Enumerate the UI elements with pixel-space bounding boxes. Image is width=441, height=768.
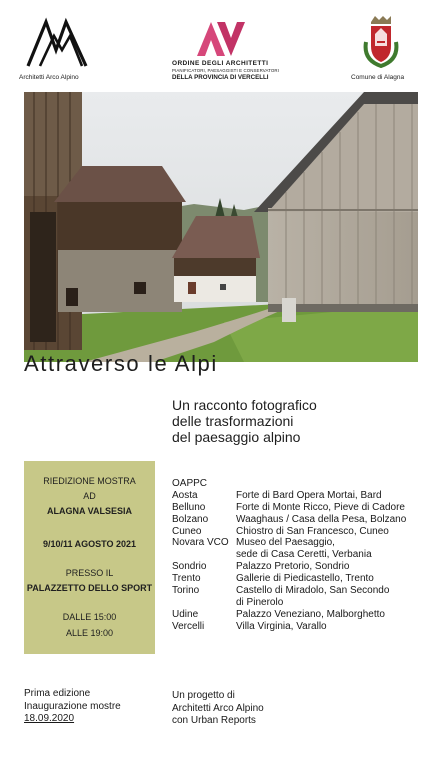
arco-alpino-logo [26,16,90,72]
comune-caption: Comune di Alagna [351,74,405,81]
page-title: Attraverso le Alpi [24,351,218,376]
venue-place: Chiostro di San Francesco, Cuneo [236,525,389,537]
venue-city: Vercelli [172,620,205,632]
list-item [172,620,327,633]
arco-alpino-caption: Architetti Arco Alpino [19,74,79,81]
venue-city: Cuneo [172,525,202,537]
list-item [172,489,382,502]
venue-city: Aosta [172,489,198,501]
subtitle-line: delle trasformazioni [172,413,294,429]
event-location: ALAGNA VALSESIA [46,506,132,516]
event-time-from: DALLE 15:00 [62,612,117,622]
ordine-text-line1: ORDINE DEGLI ARCHITETTI [172,60,269,67]
list-item [172,585,390,597]
list-item [172,561,350,573]
subtitle-line: Un racconto fotografico [172,397,317,413]
venue-place: Castello di Miradolo, San Secondo [236,585,390,597]
list-item [172,501,405,514]
event-dates: 9/10/11 AGOSTO 2021 [42,539,137,549]
first-edition-note [24,688,121,726]
first-edition-line: Prima edizione [24,688,91,699]
venue-place: sede di Casa Ceretti, Verbania [236,549,372,561]
venue-city: Belluno [172,501,206,513]
event-info-box [24,461,155,654]
list-item [172,537,335,549]
list-item [172,573,374,585]
credit-line: con Urban Reports [172,715,256,726]
venue-place: Palazzo Veneziano, Malborghetto [236,608,385,620]
venue-place: Waaghaus / Casa della Pesa, Bolzano [236,513,407,525]
list-item [172,608,385,621]
event-ad-label: AD [83,491,96,501]
event-presso-label: PRESSO IL [65,568,114,578]
ordine-architetti-logo [195,20,247,58]
project-credits [172,690,264,728]
comune-coat-of-arms-icon [361,12,401,68]
venue-city: Bolzano [172,513,209,525]
venue-place: Forte di Bard Opera Mortai, Bard [236,489,382,501]
venue-city: Novara VCO [172,537,229,549]
event-venue: PALAZZETTO DELLO SPORT [26,583,153,593]
ordine-text-line3: DELLA PROVINCIA DI VERCELLI [172,74,269,81]
event-reissue-label: RIEDIZIONE MOSTRA [43,476,136,486]
ordine-text-line2: PIANIFICATORI, PAESAGGISTI E CONSERVATORI [172,68,279,73]
first-edition-date: 18.09.2020 [24,713,75,724]
first-edition-line: Inaugurazione mostre [24,700,121,712]
credit-line: Un progetto di [172,690,235,701]
venue-place: Forte di Monte Ricco, Pieve di Cadore [236,501,405,513]
list-item [172,549,372,561]
event-time-to: ALLE 19:00 [65,628,114,638]
venue-place: Gallerie di Piedicastello, Trento [236,573,374,585]
list-item [172,513,407,526]
venue-city: Trento [172,573,201,585]
list-item [172,596,284,609]
alpine-village-photo [24,92,418,362]
venue-place: di Pinerolo [236,596,284,608]
venue-city: Sondrio [172,561,207,573]
venue-place: Palazzo Pretorio, Sondrio [236,561,350,573]
venue-city: Torino [172,585,200,597]
ordine-av-icon [195,20,247,58]
venue-place: Museo del Paesaggio, [236,537,335,549]
venue-list [172,478,407,633]
comune-alagna-crest [361,12,401,68]
list-item [172,525,389,538]
venue-list-heading: OAPPC [172,478,208,489]
venue-place: Villa Virginia, Varallo [236,620,327,632]
subtitle [172,397,317,445]
credit-line: Architetti Arco Alpino [172,702,264,714]
arco-alpino-mountains-icon [26,16,90,70]
venue-city: Udine [172,608,199,620]
subtitle-line: del paesaggio alpino [172,429,301,445]
